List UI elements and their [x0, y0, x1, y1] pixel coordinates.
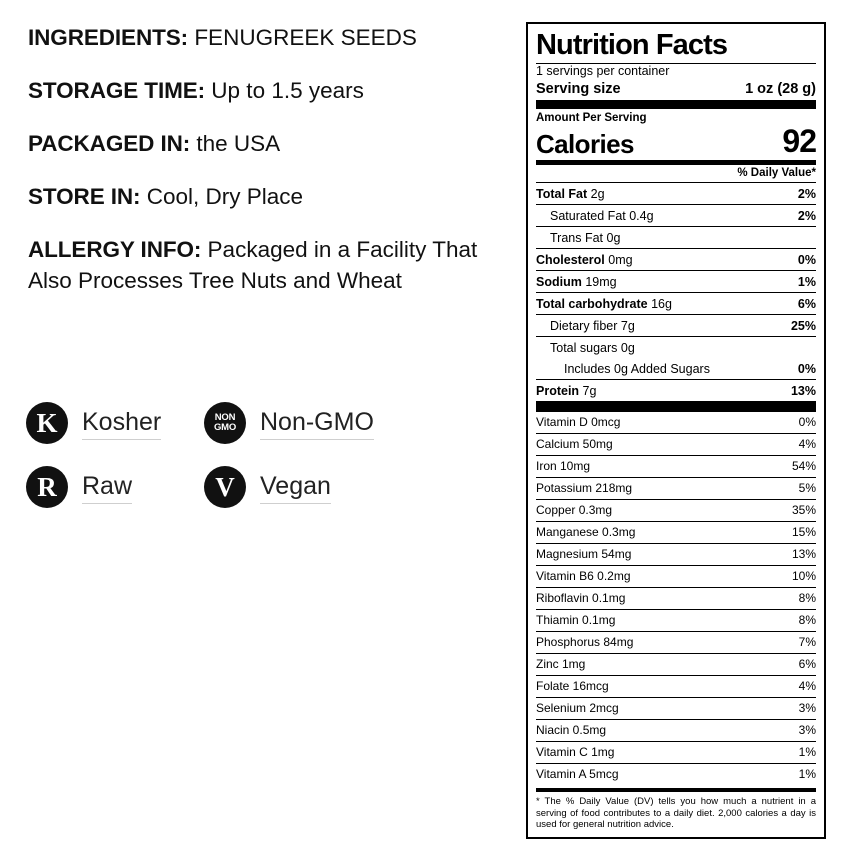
nutrient-name-total-sugars: Total sugars: [550, 340, 618, 355]
serving-size-label: Serving size: [536, 81, 621, 97]
calories-value: 92: [782, 123, 816, 159]
vitamin-row-vitamin-a: [536, 763, 816, 785]
vitamin-row-magnesium: [536, 543, 816, 565]
info-label-store-in: STORE IN:: [28, 184, 141, 209]
vitamin-row-calcium: [536, 433, 816, 455]
nutrient-dv-total-fat: 2%: [797, 186, 816, 201]
nutrient-row-saturated-fat: [536, 204, 816, 226]
vitamin-dv-niacin: 3%: [798, 723, 816, 737]
vitamin-dv-riboflavin: 8%: [798, 591, 816, 605]
vitamin-row-vitamin-d: [536, 412, 816, 433]
vitamin-dv-copper: 35%: [791, 503, 816, 517]
vitamin-name-magnesium: Magnesium 54mg: [536, 547, 632, 561]
vitamin-dv-vitamin-a: 1%: [798, 767, 816, 781]
nutrient-name-added-sugars: Includes 0g Added Sugars: [564, 361, 710, 376]
kosher-k-glyph: K: [36, 407, 58, 438]
vitamin-row-vitamin-b6: [536, 565, 816, 587]
nutrient-row-total-sugars: [536, 336, 816, 358]
non-gmo-icon: [204, 402, 246, 444]
product-info-panel: [28, 22, 508, 314]
raw-r-glyph: R: [37, 471, 57, 502]
vitamin-name-zinc: Zinc 1mg: [536, 657, 586, 671]
vitamin-name-niacin: Niacin 0.5mg: [536, 723, 607, 737]
vitamin-dv-thiamin: 8%: [798, 613, 816, 627]
vitamin-name-phosphorus: Phosphorus 84mg: [536, 635, 634, 649]
nutrient-row-sodium: [536, 270, 816, 292]
vitamin-dv-calcium: 4%: [798, 437, 816, 451]
badge-label-raw: Raw: [82, 471, 132, 504]
vitamin-dv-folate: 4%: [798, 679, 816, 693]
nutrient-dv-protein: 13%: [790, 383, 816, 398]
vitamin-name-vitamin-c: Vitamin C 1mg: [536, 745, 615, 759]
vitamin-name-vitamin-d: Vitamin D 0mcg: [536, 415, 621, 429]
vegan-v-icon: [204, 466, 246, 508]
non-gmo-glyph: [214, 413, 236, 433]
vitamin-dv-potassium: 5%: [798, 481, 816, 495]
nutrient-name-trans-fat: Trans Fat: [550, 230, 604, 245]
info-label-storage-time: STORAGE TIME:: [28, 78, 206, 103]
vitamin-row-potassium: [536, 477, 816, 499]
badge-raw: [26, 466, 204, 508]
nutrient-row-trans-fat: [536, 226, 816, 248]
badge-vegan: [204, 466, 331, 508]
nutrient-name-total-fat: Total Fat: [536, 186, 588, 201]
vitamin-name-potassium: Potassium 218mg: [536, 481, 633, 495]
nutrition-facts-title: Nutrition Facts: [536, 29, 728, 61]
vitamin-name-calcium: Calcium 50mg: [536, 437, 613, 451]
vitamin-dv-vitamin-c: 1%: [798, 745, 816, 759]
vitamin-row-manganese: [536, 521, 816, 543]
nutrition-facts-panel: [526, 22, 826, 839]
info-value-ingredients: FENUGREEK SEEDS: [188, 25, 417, 50]
nutrient-dv-dietary-fiber: 25%: [790, 318, 816, 333]
serving-size-row: [536, 80, 816, 100]
nutrient-name-sodium: Sodium: [536, 274, 582, 289]
vitamin-name-copper: Copper 0.3mg: [536, 503, 613, 517]
vitamin-dv-selenium: 3%: [798, 701, 816, 715]
vitamin-row-phosphorus: [536, 631, 816, 653]
vitamin-name-folate: Folate 16mcg: [536, 679, 609, 693]
nutrient-dv-added-sugars: 0%: [797, 361, 816, 376]
nutrient-dv-saturated-fat: 2%: [797, 208, 816, 223]
nutrient-amount-total-sugars: 0g: [620, 340, 635, 355]
nutrient-name-cholesterol: Cholesterol: [536, 252, 605, 267]
nutrient-name-protein: Protein: [536, 383, 580, 398]
nutrient-amount-saturated-fat: 0.4g: [629, 208, 654, 223]
nutrient-amount-total-fat: 2g: [590, 186, 605, 201]
kosher-k-icon: [26, 402, 68, 444]
vitamin-dv-iron: 54%: [791, 459, 816, 473]
info-label-packaged-in: PACKAGED IN:: [28, 131, 191, 156]
nutrient-row-dietary-fiber: [536, 314, 816, 336]
nutrient-amount-dietary-fiber: 7g: [620, 318, 635, 333]
divider-vitamins: [536, 401, 816, 412]
info-line-packaged-in: [28, 128, 508, 159]
nutrient-amount-cholesterol: 0mg: [608, 252, 633, 267]
vitamin-row-selenium: [536, 697, 816, 719]
vitamin-name-riboflavin: Riboflavin 0.1mg: [536, 591, 626, 605]
vitamin-name-iron: Iron 10mg: [536, 459, 591, 473]
servings-per-container: 1 servings per container: [536, 64, 670, 78]
vitamin-name-selenium: Selenium 2mcg: [536, 701, 619, 715]
nutrient-row-total-carbohydrate: [536, 292, 816, 314]
nutrient-row-cholesterol: [536, 248, 816, 270]
badge-label-non-gmo: Non-GMO: [260, 407, 374, 440]
vitamin-row-folate: [536, 675, 816, 697]
info-line-storage-time: [28, 75, 508, 106]
nutrient-row-protein: [536, 379, 816, 401]
vitamin-row-zinc: [536, 653, 816, 675]
nutrient-amount-total-carbohydrate: 16g: [651, 296, 672, 311]
nutrient-row-added-sugars: [536, 358, 816, 379]
info-line-ingredients: [28, 22, 508, 53]
badge-row-2: [26, 466, 496, 508]
badge-kosher: [26, 402, 204, 444]
nutrient-dv-total-carbohydrate: 6%: [797, 296, 816, 311]
nutrient-name-total-carbohydrate: Total carbohydrate: [536, 296, 648, 311]
vitamin-dv-vitamin-d: 0%: [798, 415, 816, 429]
vitamin-row-iron: [536, 455, 816, 477]
vitamin-row-riboflavin: [536, 587, 816, 609]
info-label-allergy-info: ALLERGY INFO:: [28, 237, 202, 262]
vitamin-row-niacin: [536, 719, 816, 741]
info-label-ingredients: INGREDIENTS:: [28, 25, 189, 50]
info-value-store-in: Cool, Dry Place: [140, 184, 304, 209]
nutrient-amount-protein: 7g: [582, 383, 597, 398]
info-line-allergy-info: [28, 234, 508, 296]
amount-per-serving-label: Amount Per Serving: [536, 112, 647, 124]
badge-label-kosher: Kosher: [82, 407, 161, 440]
vitamin-dv-manganese: 15%: [791, 525, 816, 539]
certification-badges: [26, 402, 496, 530]
nutrient-amount-trans-fat: 0g: [606, 230, 621, 245]
badge-non-gmo: [204, 402, 374, 444]
vegan-v-glyph: V: [215, 471, 235, 502]
badge-row-1: [26, 402, 496, 444]
divider-serving: [536, 100, 816, 109]
info-line-store-in: [28, 181, 508, 212]
serving-size-value: 1 oz (28 g): [745, 81, 816, 97]
info-value-storage-time: Up to 1.5 years: [205, 78, 364, 103]
vitamin-row-copper: [536, 499, 816, 521]
calories-row: [536, 125, 816, 160]
vitamin-name-vitamin-b6: Vitamin B6 0.2mg: [536, 569, 631, 583]
vitamin-name-vitamin-a: Vitamin A 5mcg: [536, 767, 619, 781]
vitamin-row-vitamin-c: [536, 741, 816, 763]
nutrition-footnote: * The % Daily Value (DV) tells you how much a nutrient in a serving of food contributes to a daily diet. 2,000 calories a day is used for general nutrition advice.: [536, 796, 816, 830]
nutrient-amount-sodium: 19mg: [585, 274, 617, 289]
nutrient-row-total-fat: [536, 182, 816, 204]
non-gmo-glyph-line2: GMO: [213, 422, 237, 433]
vitamin-dv-zinc: 6%: [798, 657, 816, 671]
non-gmo-glyph-line1: NON: [214, 412, 236, 423]
raw-r-icon: [26, 466, 68, 508]
nutrient-name-dietary-fiber: Dietary fiber: [550, 318, 618, 333]
nutrient-dv-sodium: 1%: [797, 274, 816, 289]
calories-label: Calories: [536, 129, 634, 159]
daily-value-header: % Daily Value*: [737, 167, 816, 179]
nutrient-name-saturated-fat: Saturated Fat: [550, 208, 626, 223]
info-value-allergy-info: Packaged in a Facility That Also Processes Tree Nuts and Wheat: [28, 237, 478, 293]
badge-label-vegan: Vegan: [260, 471, 331, 504]
vitamin-dv-phosphorus: 7%: [798, 635, 816, 649]
vitamin-row-thiamin: [536, 609, 816, 631]
vitamin-name-manganese: Manganese 0.3mg: [536, 525, 636, 539]
info-value-packaged-in: the USA: [190, 131, 281, 156]
vitamin-dv-magnesium: 13%: [791, 547, 816, 561]
vitamin-name-thiamin: Thiamin 0.1mg: [536, 613, 616, 627]
nutrient-dv-cholesterol: 0%: [797, 252, 816, 267]
vitamin-dv-vitamin-b6: 10%: [791, 569, 816, 583]
